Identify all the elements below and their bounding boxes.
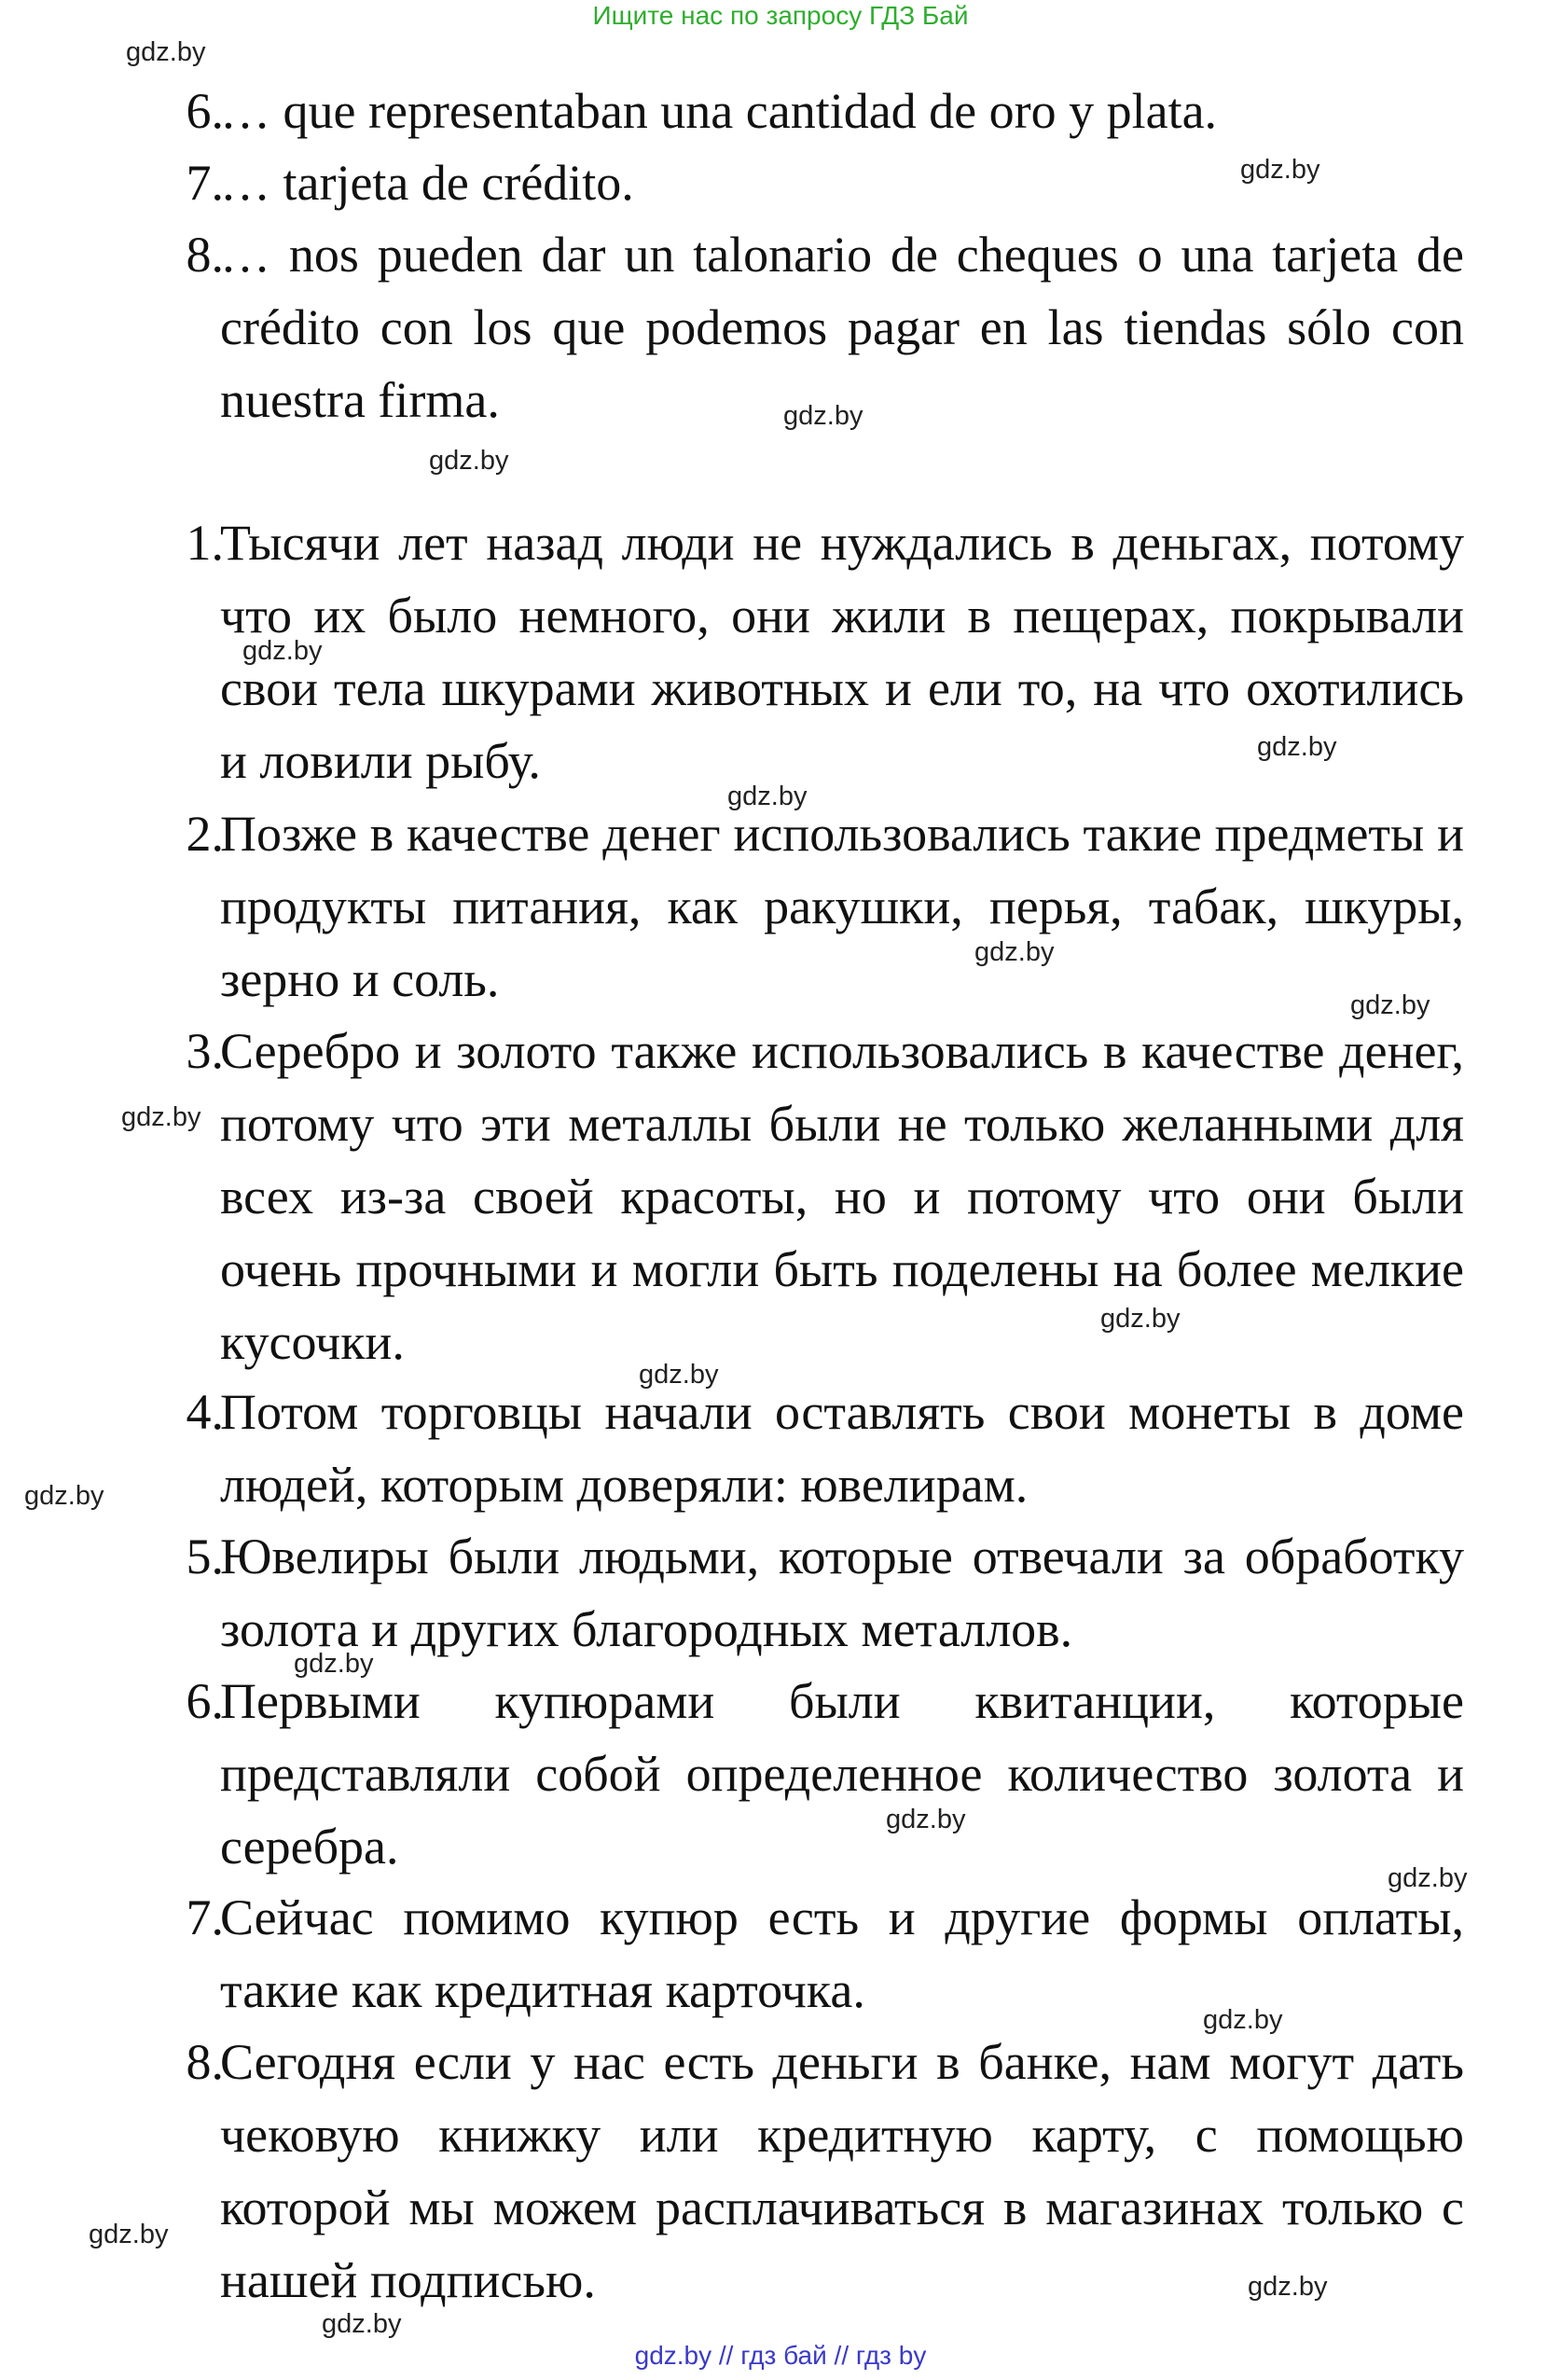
item-text: Сейчас помимо купюр есть и другие формы оплаты, такие как кредитная карточка.	[220, 1889, 1464, 2018]
item-number: 4.	[186, 1384, 224, 1440]
watermark: gdz.by	[639, 1360, 719, 1390]
item-number: 6.	[186, 83, 224, 139]
top-banner[interactable]: Ищите нас по запросу ГДЗ Бай	[592, 1, 969, 30]
list-item-es-6	[140, 75, 1464, 147]
item-number: 8.	[186, 227, 224, 283]
item-number: 5.	[186, 1529, 224, 1584]
item-text: Серебро и золото также использовались в качестве денег, потому что эти металлы были не только желанными для всех из-за своей красоты, но и потому что они были очень прочными и могли быть поделены на более мелкие кусочки.	[220, 1023, 1464, 1370]
item-text: Тысячи лет назад люди не нуждались в деньгах, потому что их было немного, они жили в пещерах, покрывали свои тела шкурами животных и ели то, на что охотились и ловили рыбу.	[220, 515, 1464, 789]
watermark: gdz.by	[89, 2220, 169, 2249]
item-text: Потом торговцы начали оставлять свои монеты в доме людей, которым доверяли: ювелирам.	[220, 1384, 1464, 1513]
bottom-banner[interactable]: gdz.by // гдз бай // гдз by	[634, 2341, 927, 2370]
item-number: 8.	[186, 2034, 224, 2090]
item-text: Сегодня если у нас есть деньги в банке, нам могут дать чековую книжку или кредитную карту, с помощью которой мы можем расплачиваться в магазинах только с нашей подписью.	[220, 2034, 1464, 2308]
watermark: gdz.by	[294, 1649, 374, 1679]
item-text: Ювелиры были людьми, которые отвечали за обработку золота и других благородных металлов.	[220, 1529, 1464, 1657]
item-number: 7.	[186, 1889, 224, 1945]
watermark: gdz.by	[886, 1805, 966, 1834]
watermark: gdz.by	[429, 446, 509, 476]
item-number: 1.	[186, 515, 224, 571]
list-item-ru-2	[140, 797, 1464, 1016]
watermark: gdz.by	[727, 782, 808, 811]
item-number: 7.	[186, 155, 224, 211]
watermark: gdz.by	[783, 401, 863, 431]
watermark: gdz.by	[1257, 732, 1337, 762]
item-text: … nos pueden dar un talonario de cheques o una tarjeta de crédito con los que podemos pagar en las tiendas sólo con nuestra firma.	[220, 227, 1464, 428]
item-text: … que representaban una cantidad de oro y plata.	[220, 83, 1218, 139]
watermark: gdz.by	[1388, 1863, 1468, 1893]
list-item-ru-5	[140, 1520, 1464, 1666]
item-text: Позже в качестве денег использовались такие предметы и продукты питания, как ракушки, перья, табак, шкуры, зерно и соль.	[220, 806, 1464, 1007]
watermark: gdz.by	[1248, 2272, 1328, 2302]
item-number: 6.	[186, 1673, 224, 1729]
item-text: … tarjeta de crédito.	[220, 155, 634, 211]
item-number: 3.	[186, 1023, 224, 1079]
watermark: gdz.by	[974, 937, 1055, 967]
watermark: gdz.by	[24, 1481, 104, 1511]
list-item-ru-4	[140, 1376, 1464, 1521]
watermark: gdz.by	[126, 37, 206, 67]
watermark: gdz.by	[322, 2309, 402, 2339]
watermark: gdz.by	[1100, 1304, 1181, 1334]
list-item-ru-3	[140, 1015, 1464, 1378]
watermark: gdz.by	[242, 636, 323, 666]
watermark: gdz.by	[1203, 2005, 1283, 2035]
watermark: gdz.by	[1240, 155, 1320, 185]
list-item-ru-6	[140, 1665, 1464, 1883]
watermark: gdz.by	[121, 1102, 201, 1132]
watermark: gdz.by	[1350, 990, 1430, 1020]
item-number: 2.	[186, 806, 224, 862]
item-text: Первыми купюрами были квитанции, которые представляли собой определенное количество золота и серебра.	[220, 1673, 1464, 1875]
